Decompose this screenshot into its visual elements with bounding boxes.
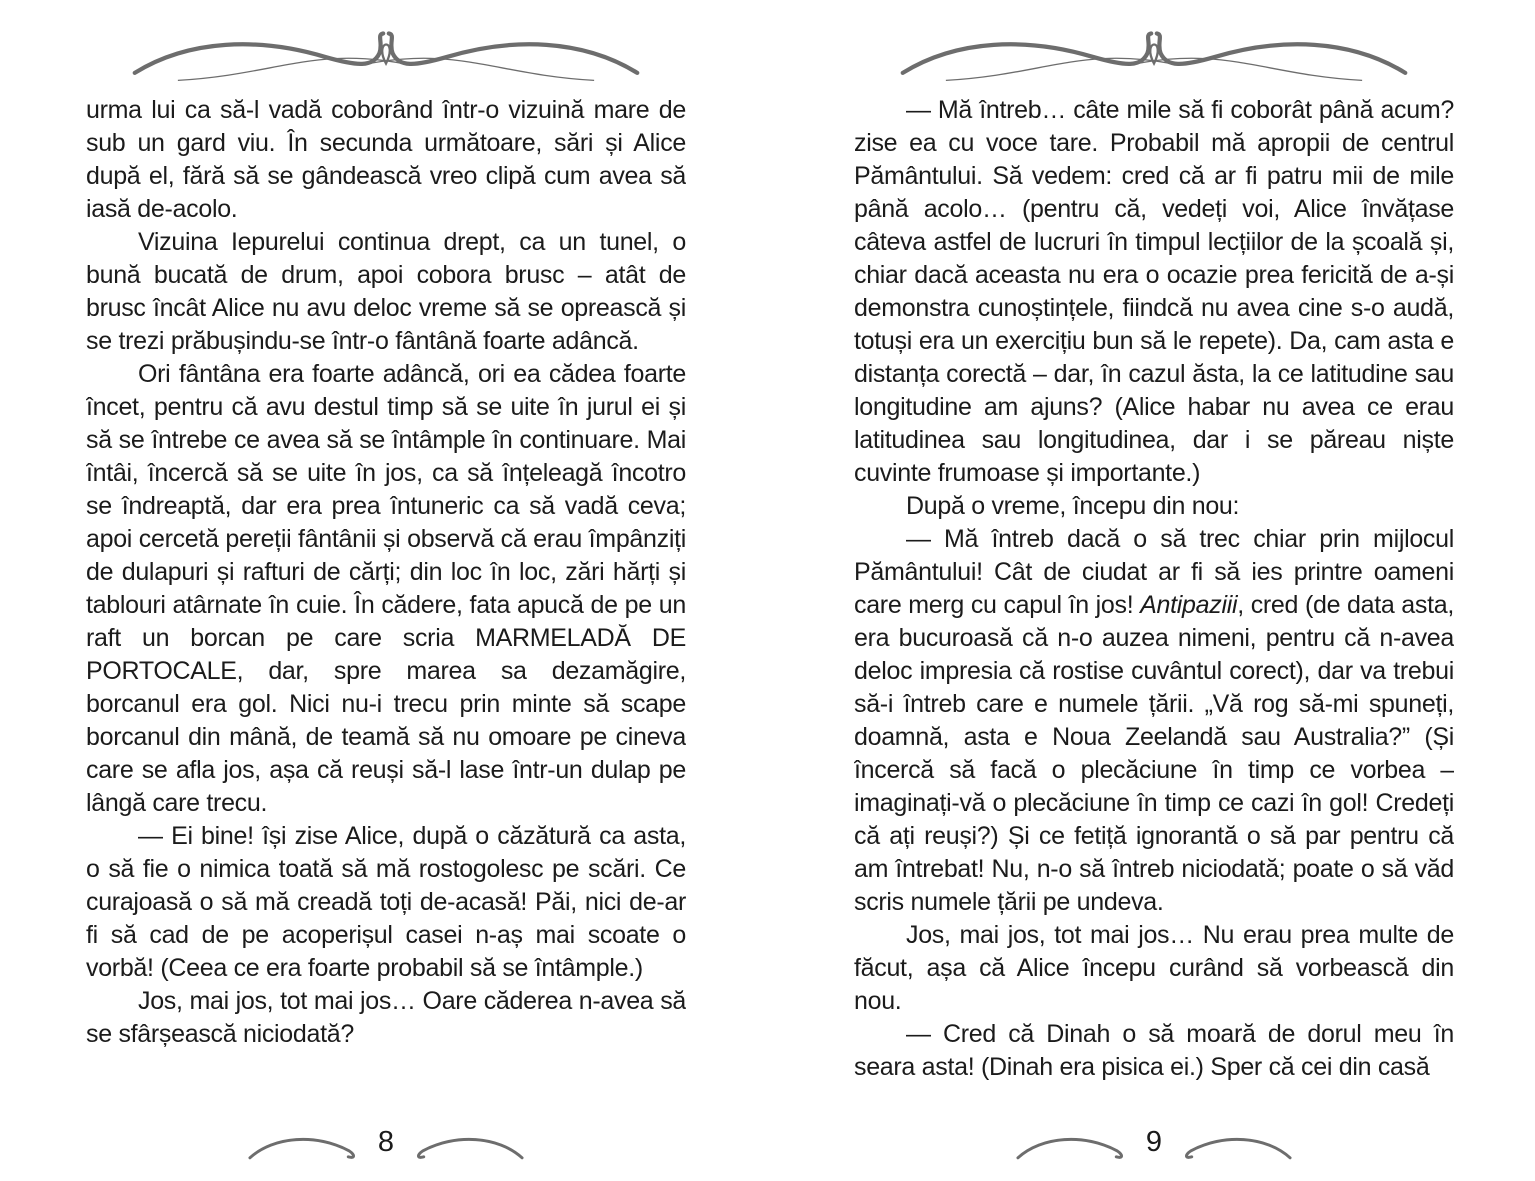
- left-page: [86, 0, 686, 1181]
- right-page-footer: [854, 1126, 1454, 1163]
- paragraph: Ori fântâna era foarte adâncă, ori ea cădea foarte încet, pentru că avu destul timp să se uite în jurul ei și să se întrebe ce avea să se întâmple în continuare. Mai întâi, încercă să se uite în jos, ca să înțeleagă încotro se îndreaptă, dar era prea întuneric ca să vadă ceva; apoi cercetă pereții fântânii și observă că erau împânziți de dulapuri și rafturi de cărți; din loc în loc, zări hărți și tablouri atârnate în cuie. În cădere, fata apucă de pe un raft un borcan pe care scria MARMELADĂ DE PORTOCALE, dar, spre marea sa dezamăgire, borcanul era gol. Nici nu-i trecu prin minte să scape borcanul din mână, de teamă să nu omoare pe cineva care se afla jos, așa că reuși să-l lase într-un dulap pe lângă care trecu.: [86, 360, 686, 817]
- paragraph: După o vreme, începu din nou:: [906, 492, 1240, 520]
- paragraph-segment: , cred (de data asta, era bucuroasă că n-o auzea nimeni, pentru că n-avea deloc impresia că rostise cuvântul corect), dar va trebui să-i întreb care e numele țării. „Vă rog să-mi spuneți, doamnă, asta e Noua Zeelandă sau Australia?” (Și încercă să facă o plecăciune în timp ce vorbea – imaginați-vă o plecăciune în timp ce cazi în gol! Credeți că ați reuși?) Și ce fetiță ignorantă o să par pentru că am întrebat! Nu, n-o să întreb niciodată; poate o să văd scris numele țării pe undeva.: [854, 591, 1454, 916]
- footer-swash-right-icon: [408, 1131, 526, 1163]
- header-flourish-icon: [880, 26, 1428, 86]
- footer-swash-left-icon: [1014, 1131, 1132, 1163]
- left-page-text: [86, 94, 686, 1051]
- paragraph: — Ei bine! își zise Alice, după o căzătură ca asta, o să fie o nimica toată să mă rostogolesc pe scări. Ce curajoasă o să mă creadă toți de-acasă! Păi, nici de-ar fi să cad de pe acoperișul casei n-aș mai scoate o vorbă! (Ceea ce era foarte probabil să se întâmple.): [86, 822, 686, 982]
- paragraph-segment: — Mă întreb dacă o să trec chiar prin mijlocul Pământului! Cât de ciudat ar fi să ies printre oameni care merg cu capul în jos!: [854, 525, 1454, 619]
- footer-swash-right-icon: [1176, 1131, 1294, 1163]
- paragraph-segment-italic: Antipaziii: [1140, 591, 1238, 619]
- paragraph: — Cred că Dinah o să moară de dorul meu în seara asta! (Dinah era pisica ei.) Sper că cei din casă: [854, 1020, 1454, 1081]
- footer-swash-left-icon: [246, 1131, 364, 1163]
- right-page-text: [854, 94, 1454, 1084]
- right-page: [854, 0, 1454, 1181]
- paragraph: Vizuina Iepurelui continua drept, ca un tunel, o bună bucată de drum, apoi cobora brusc – atât de brusc încât Alice nu avu deloc vreme să se oprească și se trezi prăbușindu-se într-o fântână foarte adâncă.: [86, 228, 686, 355]
- paragraph: Jos, mai jos, tot mai jos… Oare căderea n-avea să se sfârșească niciodată?: [86, 987, 686, 1048]
- paragraph: urma lui ca să-l vadă coborând într-o vizuină mare de sub un gard viu. În secunda următoare, sări și Alice după el, fără să se gândească vreo clipă cum avea să iasă de-acolo.: [86, 96, 686, 223]
- paragraph: [854, 523, 1454, 919]
- page-number: 9: [1145, 1126, 1163, 1158]
- paragraph: Jos, mai jos, tot mai jos… Nu erau prea multe de făcut, așa că Alice începu curând să vorbească din nou.: [854, 921, 1454, 1015]
- paragraph: — Mă întreb… câte mile să fi coborât până acum? zise ea cu voce tare. Probabil mă apropii de centrul Pământului. Să vedem: cred că ar fi patru mii de mile până acolo… (pentru că, vedeți voi, Alice învățase câteva astfel de lucruri în timpul lecțiilor de la școală și, chiar dacă aceasta nu era o ocazie prea fericită de a-și demonstra cunoștințele, fiindcă nu avea cine s-o audă, totuși era un exercițiu bun să le repete). Da, cam asta e distanța corectă – dar, în cazul ăsta, la ce latitudine sau longitudine am ajuns? (Alice habar nu avea ce erau latitudinea sau longitudinea, dar i se păreau niște cuvinte frumoase și importante.): [854, 96, 1454, 487]
- page-number: 8: [377, 1126, 395, 1158]
- left-page-footer: [86, 1126, 686, 1163]
- header-flourish-icon: [112, 26, 660, 86]
